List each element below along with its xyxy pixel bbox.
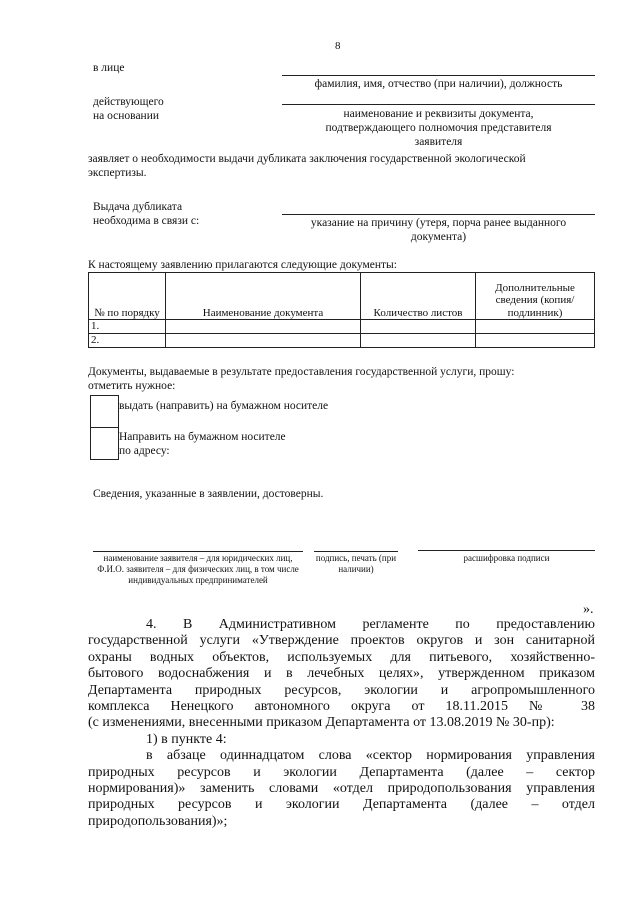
acting-label-1: действующего (93, 96, 164, 108)
in-person-label: в лице (93, 62, 125, 74)
delivery-intro-1: Документы, выдаваемые в результате предоставления государственной услуги, прошу: (88, 366, 515, 378)
para2-line: природных ресурсов и экологии Департамента (далее – сектор (88, 764, 595, 780)
option-address-label-2: по адресу: (119, 445, 170, 457)
duplicate-label-1: Выдача дубликата (93, 201, 183, 213)
reason-line[interactable] (282, 214, 595, 215)
para2-line: нормирования)» заменить словами «отдел природопользования управления (88, 781, 595, 797)
extra-cell[interactable] (476, 334, 595, 348)
option-address-checkbox[interactable] (90, 427, 119, 460)
reason-caption-2: документа) (410, 231, 467, 243)
item-1: 1) в пункте 4: (146, 731, 227, 747)
table-row (89, 334, 595, 348)
para1-line: 4. В Административном регламенте по предоставлению (146, 617, 595, 632)
page-number: 8 (335, 40, 341, 52)
sig-signature-line[interactable] (314, 551, 398, 552)
confirmation-text: Сведения, указанные в заявлении, достоверны. (93, 488, 324, 500)
col-header-extra: Дополнительные сведения (копия/подлинник) (476, 273, 595, 320)
col-header-doc-name: Наименование документа (166, 273, 361, 320)
sheets-cell[interactable] (361, 320, 476, 334)
closing-quote: ». (583, 602, 594, 617)
option-paper-checkbox[interactable] (90, 395, 119, 428)
para2-line: в абзаце одиннадцатом слова «сектор нормирования управления (146, 748, 595, 764)
option-paper-label: выдать (направить) на бумажном носителе (119, 400, 329, 412)
basis-caption-1: наименование и реквизиты документа, (343, 108, 534, 120)
para1-last-line: (с изменениями, внесенными приказом Департамента от 13.08.2019 № 30-пр): (88, 715, 555, 731)
basis-caption-2: подтверждающего полномочия представителя (325, 122, 552, 134)
para1-line: Департамента природных ресурсов, экологии и агропромышленного (88, 682, 595, 698)
in-person-caption: фамилия, имя, отчество (при наличии), должность (314, 78, 563, 90)
attachments-table (88, 272, 595, 348)
basis-line[interactable] (282, 104, 595, 105)
sig-name-caption: наименование заявителя – для юридических лиц, Ф.И.О. заявителя – для физических лиц, в том числе индивидуальных предпринимателей (97, 553, 299, 585)
statement-line-2: экспертизы. (88, 167, 147, 179)
option-address-label-1: Направить на бумажном носителе (119, 431, 286, 443)
para1-line: охраны водных объектов, используемых для питьевого, хозяйственно- (88, 649, 595, 665)
table-header-row (89, 273, 595, 320)
row-number: 1. (89, 320, 166, 334)
duplicate-label-2: необходима в связи с: (93, 215, 200, 227)
reason-caption-1: указание на причину (утеря, порча ранее выданного (310, 217, 567, 229)
para2-line: природных ресурсов и экологии Департамента (далее – отдел (88, 797, 595, 813)
row-number: 2. (89, 334, 166, 348)
sig-decode-caption: расшифровка подписи (463, 553, 550, 563)
delivery-intro-2: отметить нужное: (88, 380, 176, 392)
paragraph-amendment (88, 617, 595, 830)
sig-signature-caption: подпись, печать (при наличии) (315, 553, 397, 574)
col-header-sheets: Количество листов (361, 273, 476, 320)
sheets-cell[interactable] (361, 334, 476, 348)
para1-line: государственной услуги «Утверждение проектов округов и зон санитарной (88, 633, 595, 649)
doc-name-cell[interactable] (166, 334, 361, 348)
in-person-line[interactable] (282, 75, 595, 76)
para1-line: бытового водоснабжения и в лечебных целях», утвержденном приказом (88, 666, 595, 682)
acting-label-2: на основании (93, 110, 160, 122)
sig-name-line[interactable] (93, 551, 303, 552)
attachments-intro: К настоящему заявлению прилагаются следующие документы: (88, 259, 397, 271)
col-header-number: № по порядку (89, 273, 166, 320)
doc-name-cell[interactable] (166, 320, 361, 334)
extra-cell[interactable] (476, 320, 595, 334)
sig-decode-line[interactable] (418, 550, 595, 551)
para2-last-line: природопользования)»; (88, 813, 228, 829)
basis-caption-3: заявителя (414, 136, 463, 148)
statement-line-1: заявляет о необходимости выдачи дубликата заключения государственной экологической (88, 153, 526, 165)
para1-line: комплекса Ненецкого автономного округа от 18.11.2015 № 38 (88, 699, 595, 715)
table-row (89, 320, 595, 334)
